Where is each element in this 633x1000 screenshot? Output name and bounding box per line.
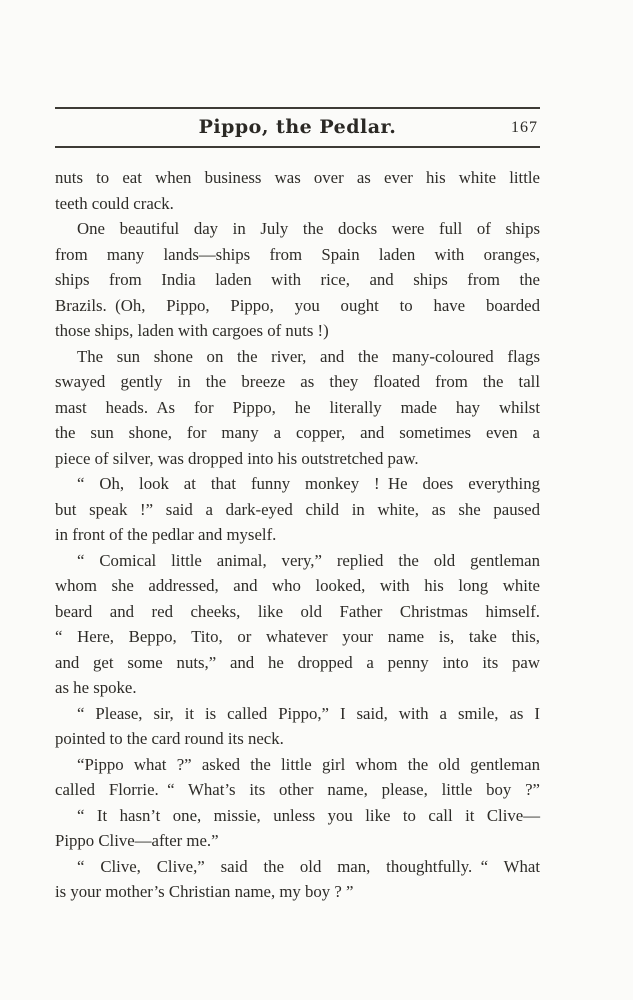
- text-line: “ It hasn’t one, missie, unless you like to call it Clive—: [77, 805, 540, 825]
- paragraph: [55, 471, 540, 548]
- text-line: “ Please, sir, it is called Pippo,” I said, with a smile, as I: [77, 703, 540, 723]
- text-line: “ Here, Beppo, Tito, or whatever your name is, take this,: [55, 627, 540, 646]
- running-head-title: Pippo, the Pedlar.: [198, 116, 397, 138]
- paragraph: [55, 701, 540, 752]
- text-line: the sun shone, for many a copper, and sometimes even a: [55, 423, 540, 442]
- text-line: as he spoke.: [55, 678, 137, 697]
- text-line: Brazils. (Oh, Pippo, Pippo, you ought to have boarded: [55, 295, 540, 315]
- text-line: ships from India laden with rice, and ships from the: [55, 270, 540, 289]
- text-line: “ Clive, Clive,” said the old man, thoughtfully. “ What: [77, 856, 540, 876]
- text-line: beard and red cheeks, like old Father Christmas himself.: [55, 601, 540, 621]
- running-head-rule-bottom: [55, 146, 540, 148]
- text-line: teeth could crack.: [55, 193, 174, 213]
- text-line: piece of silver, was dropped into his outstretched paw.: [55, 448, 419, 468]
- paragraph: [55, 165, 540, 216]
- text-line: One beautiful day in July the docks were full of ships: [77, 219, 540, 238]
- text-line: but speak !” said a dark-eyed child in white, as she paused: [55, 499, 540, 519]
- text-line: mast heads. As for Pippo, he literally made hay whilst: [55, 397, 540, 417]
- text-line: “ Oh, look at that funny monkey ! He does everything: [77, 474, 540, 493]
- paragraph: [55, 216, 540, 344]
- text-line: nuts to eat when business was over as ever his white little: [55, 168, 540, 187]
- text-line: called Florrie. “ What’s its other name, please, little boy ?”: [55, 780, 540, 799]
- paragraph: [55, 854, 540, 905]
- text-line: pointed to the card round its neck.: [55, 729, 284, 748]
- paragraph: [55, 548, 540, 701]
- paragraph: [55, 344, 540, 472]
- page-number: 167: [511, 119, 538, 136]
- text-line: “Pippo what ?” asked the little girl whom the old gentleman: [77, 754, 540, 774]
- text-line: is your mother’s Christian name, my boy ? ”: [55, 882, 354, 901]
- text-line: whom she addressed, and who looked, with his long white: [55, 576, 540, 595]
- text-line: Pippo Clive—after me.”: [55, 831, 219, 850]
- text-line: and get some nuts,” and he dropped a penny into its paw: [55, 652, 540, 672]
- paragraph: [55, 752, 540, 803]
- text-line: those ships, laden with cargoes of nuts !): [55, 321, 329, 340]
- text-line: in front of the pedlar and myself.: [55, 525, 277, 544]
- body-text: [55, 165, 540, 905]
- text-line: The sun shone on the river, and the many-coloured flags: [77, 346, 540, 366]
- paragraph: [55, 803, 540, 854]
- running-head: [55, 107, 540, 148]
- text-line: swayed gently in the breeze as they floated from the tall: [55, 372, 540, 391]
- text-line: from many lands—ships from Spain laden with oranges,: [55, 244, 540, 264]
- running-head-row: [55, 109, 540, 146]
- text-line: “ Comical little animal, very,” replied the old gentleman: [77, 550, 540, 570]
